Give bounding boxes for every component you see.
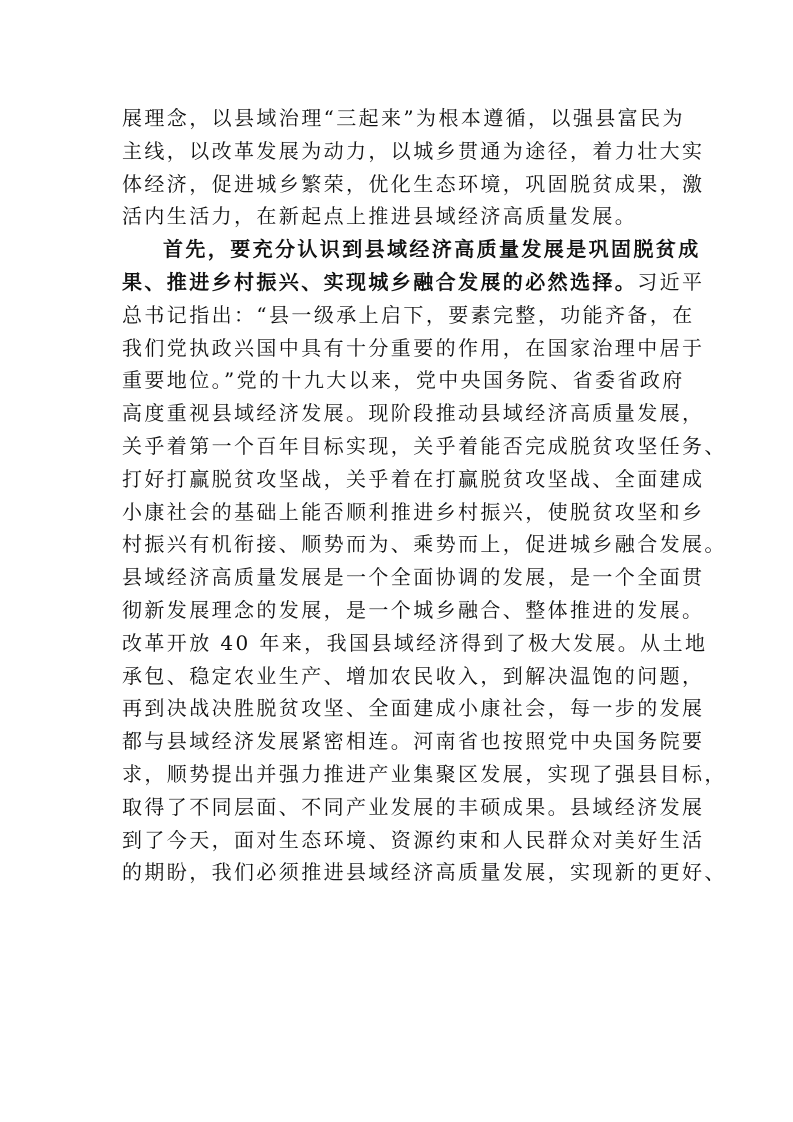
text-line: 的期盼，我们必须推进县域经济高质量发展，实现新的更好、 [122,860,727,885]
emphasized-sentence: 果、推进乡村振兴、实现城乡融合发展的必然选择。 [122,269,638,294]
text-line: 改革开放 40 年来，我国县域经济得到了极大发展。从土地 [122,630,708,655]
text-line: 高度重视县域经济发展。现阶段推动县域经济高质量发展， [122,401,705,426]
text-line: 承包、稳定农业生产、增加农民收入，到解决温饱的问题， [122,663,705,688]
text-line: 求，顺势提出并强力推进产业集聚区发展，实现了强县目标， [122,761,727,786]
body-text [122,102,727,889]
text-line: 村振兴有机衔接、顺势而为、乘势而上，促进城乡融合发展。 [122,532,727,557]
text-line: 重要地位。”党的十九大以来，党中央国务院、省委省政府 [122,368,685,393]
text-line [122,266,705,299]
text-line: 县域经济高质量发展是一个全面协调的发展，是一个全面贯 [122,565,705,590]
text-line: 主线，以改革发展为动力，以城乡贯通为途径，着力壮大实 [122,138,705,163]
text-line: 活内生活力，在新起点上推进县域经济高质量发展。 [122,204,638,229]
text-line: 展理念，以县域治理“三起来”为根本遵循，以强县富民为 [122,106,685,130]
text-line: 都与县域经济发展紧密相连。河南省也按照党中央国务院要 [122,729,705,754]
text-line: 我们党执政兴国中具有十分重要的作用，在国家治理中居于 [122,335,705,360]
text-line: 到了今天，面对生态环境、资源约束和人民群众对美好生活 [122,827,705,852]
paragraph-lead-line: 首先，要充分认识到县域经济高质量发展是巩固脱贫成 [163,237,701,262]
text-line: 再到决战决胜脱贫攻坚、全面建成小康社会，每一步的发展 [122,696,705,721]
text-line: 总书记指出：“县一级承上启下，要素完整，功能齐备，在 [122,302,695,327]
text-line: 彻新发展理念的发展，是一个城乡融合、整体推进的发展。 [122,597,705,622]
text-fragment: 习近平 [637,269,705,294]
text-line: 小康社会的基础上能否顺利推进乡村振兴，使脱贫攻坚和乡 [122,499,705,524]
text-line: 关乎着第一个百年目标实现，关乎着能否完成脱贫攻坚任务、 [122,433,727,458]
text-line: 打好打赢脱贫攻坚战，关乎着在打赢脱贫攻坚战、全面建成 [122,466,705,491]
text-line: 取得了不同层面、不同产业发展的丰硕成果。县域经济发展 [122,794,705,819]
text-line: 体经济，促进城乡繁荣，优化生态环境，巩固脱贫成果，激 [122,171,705,196]
